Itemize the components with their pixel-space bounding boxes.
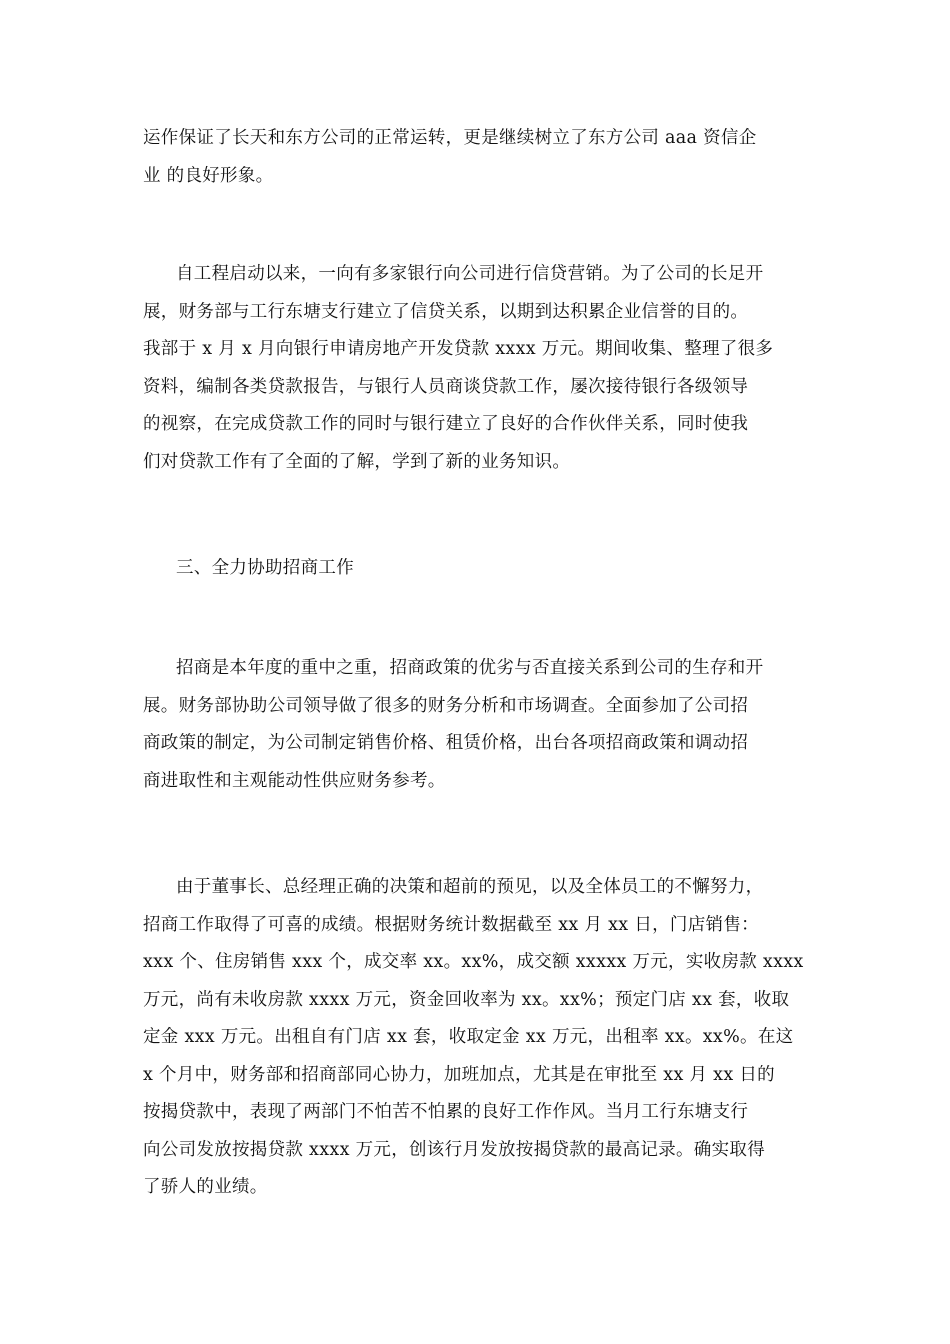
text-line: 资料，编制各类贷款报告，与银行人员商谈贷款工作，屡次接待银行各级领导 (143, 376, 749, 397)
text-line: 自工程启动以来，一向有多家银行向公司进行信贷营销。为了公司的长足开 (176, 264, 764, 284)
text-line: 了骄人的业绩。 (143, 1177, 268, 1197)
text-line: 向公司发放按揭贷款 xxxx 万元，创该行月发放按揭贷款的最高记录。确实取得 (143, 1139, 766, 1160)
text-line: 的视察，在完成贷款工作的同时与银行建立了良好的合作伙伴关系，同时使我 (143, 414, 749, 434)
text-line: x 个月中，财务部和招商部同心协力，加班加点，尤其是在审批至 xx 月 xx 日的 (143, 1064, 775, 1085)
paragraph-investment-results (143, 869, 808, 1207)
text-line: 招商工作取得了可喜的成绩。根据财务统计数据截至 xx 月 xx 日，门店销售： (143, 914, 759, 935)
text-line: 们对贷款工作有了全面的了解，学到了新的业务知识。 (143, 451, 571, 472)
text-line: 业 的良好形象。 (143, 165, 274, 186)
section-heading-text: 三、全力协助招商工作 (176, 558, 354, 578)
text-line: 万元，尚有未收房款 xxxx 万元，资金回收率为 xx。xx%；预定门店 xx 套，收取 (143, 989, 790, 1010)
text-line: 我部于 x 月 x 月向银行申请房地产开发贷款 xxxx 万元。期间收集、整理了很多 (143, 339, 774, 359)
text-line: 商进取性和主观能动性供应财务参考。 (143, 770, 446, 791)
text-line: 由于董事长、总经理正确的决策和超前的预见，以及全体员工的不懈努力， (176, 877, 764, 897)
text-line: 按揭贷款中，表现了两部门不怕苦不怕累的良好工作作风。当月工行东塘支行 (143, 1102, 749, 1122)
text-line: 定金 xxx 万元。出租自有门店 xx 套，收取定金 xx 万元，出租率 xx。xx%。在这 (143, 1027, 794, 1047)
text-line: 展，财务部与工行东塘支行建立了信贷关系，以期到达积累企业信誉的目的。 (143, 301, 749, 322)
text-line: 商政策的制定，为公司制定销售价格、租赁价格，出台各项招商政策和调动招 (143, 733, 749, 753)
text-line: 招商是本年度的重中之重，招商政策的优劣与否直接关系到公司的生存和开 (176, 658, 764, 678)
text-line: xxx 个、住房销售 xxx 个，成交率 xx。xx%，成交额 xxxxx 万元，实收房款 xxxx (143, 952, 804, 972)
paragraph-company-reputation (143, 120, 808, 195)
paragraph-investment-policy (143, 650, 808, 800)
text-line: 展。财务部协助公司领导做了很多的财务分析和市场调查。全面参加了公司招 (143, 695, 749, 716)
section-heading-investment (143, 550, 808, 588)
text-line: 运作保证了长天和东方公司的正常运转，更是继续树立了东方公司 aaa 资信企 (143, 128, 757, 148)
paragraph-bank-credit (143, 256, 808, 481)
